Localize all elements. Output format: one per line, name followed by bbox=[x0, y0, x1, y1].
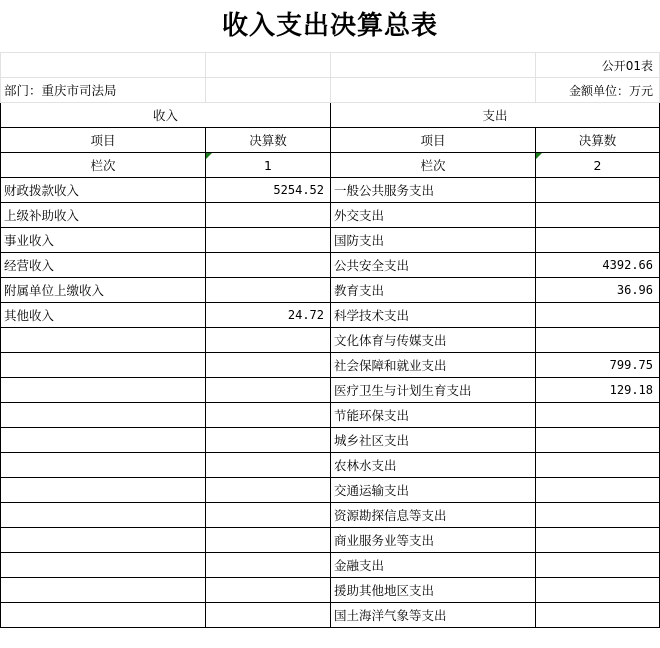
expense-item-cell: 金融支出 bbox=[331, 553, 536, 578]
income-amount-cell bbox=[206, 528, 331, 553]
table-row bbox=[1, 403, 660, 428]
table-row bbox=[1, 228, 660, 253]
expense-item-cell: 农林水支出 bbox=[331, 453, 536, 478]
table-row bbox=[1, 453, 660, 478]
income-item-cell bbox=[1, 478, 206, 503]
table-row bbox=[1, 278, 660, 303]
table-row bbox=[1, 378, 660, 403]
expense-amount-cell bbox=[536, 228, 660, 253]
expense-item-cell: 一般公共服务支出 bbox=[331, 178, 536, 203]
expense-amount-cell: 799.75 bbox=[536, 353, 660, 378]
income-amount-cell bbox=[206, 403, 331, 428]
expense-item-cell: 公共安全支出 bbox=[331, 253, 536, 278]
income-amount-cell bbox=[206, 478, 331, 503]
expense-item-cell: 节能环保支出 bbox=[331, 403, 536, 428]
income-item-header: 项目 bbox=[1, 128, 206, 153]
expense-item-cell: 社会保障和就业支出 bbox=[331, 353, 536, 378]
income-item-cell bbox=[1, 453, 206, 478]
table-row bbox=[1, 503, 660, 528]
page-title: 收入支出决算总表 bbox=[221, 11, 438, 41]
expense-amount-cell bbox=[536, 303, 660, 328]
column-index-1: 1 bbox=[206, 153, 331, 178]
expense-item-cell: 外交支出 bbox=[331, 203, 536, 228]
table-row bbox=[1, 253, 660, 278]
income-amount-cell bbox=[206, 378, 331, 403]
income-item-cell bbox=[1, 553, 206, 578]
income-item-cell: 财政拨款收入 bbox=[1, 178, 206, 203]
column-index-2: 2 bbox=[536, 153, 660, 178]
expense-amount-cell bbox=[536, 478, 660, 503]
budget-table bbox=[0, 52, 660, 628]
income-amount-cell bbox=[206, 603, 331, 628]
table-row bbox=[1, 478, 660, 503]
income-row-label: 栏次 bbox=[1, 153, 206, 178]
table-row bbox=[1, 178, 660, 203]
table-row bbox=[1, 428, 660, 453]
income-item-cell bbox=[1, 428, 206, 453]
expense-item-cell: 科学技术支出 bbox=[331, 303, 536, 328]
expense-item-cell: 交通运输支出 bbox=[331, 478, 536, 503]
expense-amount-cell bbox=[536, 203, 660, 228]
expense-item-cell: 城乡社区支出 bbox=[331, 428, 536, 453]
department-row bbox=[1, 78, 660, 103]
income-item-cell: 其他收入 bbox=[1, 303, 206, 328]
expense-amount-cell bbox=[536, 528, 660, 553]
expense-amount-cell: 129.18 bbox=[536, 378, 660, 403]
income-item-cell bbox=[1, 378, 206, 403]
form-code: 公开01表 bbox=[536, 53, 660, 78]
income-amount-header: 决算数 bbox=[206, 128, 331, 153]
column-header-row bbox=[1, 128, 660, 153]
income-amount-cell bbox=[206, 278, 331, 303]
expense-amount-cell bbox=[536, 328, 660, 353]
expense-item-cell: 文化体育与传媒支出 bbox=[331, 328, 536, 353]
unit-label: 金额单位：万元 bbox=[536, 78, 660, 103]
expense-amount-cell bbox=[536, 178, 660, 203]
income-item-cell: 上级补助收入 bbox=[1, 203, 206, 228]
section-header-row bbox=[1, 103, 660, 128]
expense-item-cell: 教育支出 bbox=[331, 278, 536, 303]
table-row bbox=[1, 603, 660, 628]
expense-item-cell: 资源勘探信息等支出 bbox=[331, 503, 536, 528]
income-amount-cell: 5254.52 bbox=[206, 178, 331, 203]
form-code-row bbox=[1, 53, 660, 78]
income-amount-cell bbox=[206, 253, 331, 278]
income-item-cell bbox=[1, 353, 206, 378]
income-item-cell: 事业收入 bbox=[1, 228, 206, 253]
income-item-cell bbox=[1, 328, 206, 353]
income-amount-cell bbox=[206, 553, 331, 578]
income-item-cell bbox=[1, 503, 206, 528]
table-row bbox=[1, 553, 660, 578]
expense-amount-cell: 4392.66 bbox=[536, 253, 660, 278]
expense-item-cell: 援助其他地区支出 bbox=[331, 578, 536, 603]
expense-amount-cell bbox=[536, 603, 660, 628]
department-label: 部门：重庆市司法局 bbox=[1, 78, 206, 103]
income-item-cell: 经营收入 bbox=[1, 253, 206, 278]
expense-amount-cell bbox=[536, 453, 660, 478]
expense-amount-header: 决算数 bbox=[536, 128, 660, 153]
table-row bbox=[1, 528, 660, 553]
expense-header: 支出 bbox=[331, 103, 660, 128]
table-row bbox=[1, 328, 660, 353]
income-item-cell: 附属单位上缴收入 bbox=[1, 278, 206, 303]
expense-amount-cell bbox=[536, 578, 660, 603]
income-item-cell bbox=[1, 603, 206, 628]
expense-amount-cell: 36.96 bbox=[536, 278, 660, 303]
income-amount-cell bbox=[206, 453, 331, 478]
expense-item-header: 项目 bbox=[331, 128, 536, 153]
table-row bbox=[1, 578, 660, 603]
income-item-cell bbox=[1, 403, 206, 428]
table-row bbox=[1, 203, 660, 228]
income-amount-cell bbox=[206, 503, 331, 528]
expense-amount-cell bbox=[536, 428, 660, 453]
expense-item-cell: 商业服务业等支出 bbox=[331, 528, 536, 553]
income-amount-cell bbox=[206, 578, 331, 603]
column-index-row bbox=[1, 153, 660, 178]
table-row bbox=[1, 353, 660, 378]
table-row bbox=[1, 303, 660, 328]
expense-amount-cell bbox=[536, 403, 660, 428]
income-amount-cell: 24.72 bbox=[206, 303, 331, 328]
expense-item-cell: 国防支出 bbox=[331, 228, 536, 253]
income-amount-cell bbox=[206, 228, 331, 253]
expense-item-cell: 医疗卫生与计划生育支出 bbox=[331, 378, 536, 403]
income-amount-cell bbox=[206, 203, 331, 228]
expense-row-label: 栏次 bbox=[331, 153, 536, 178]
income-amount-cell bbox=[206, 353, 331, 378]
income-amount-cell bbox=[206, 428, 331, 453]
income-item-cell bbox=[1, 578, 206, 603]
expense-amount-cell bbox=[536, 503, 660, 528]
income-item-cell bbox=[1, 528, 206, 553]
income-amount-cell bbox=[206, 328, 331, 353]
income-header: 收入 bbox=[1, 103, 331, 128]
expense-amount-cell bbox=[536, 553, 660, 578]
expense-item-cell: 国土海洋气象等支出 bbox=[331, 603, 536, 628]
